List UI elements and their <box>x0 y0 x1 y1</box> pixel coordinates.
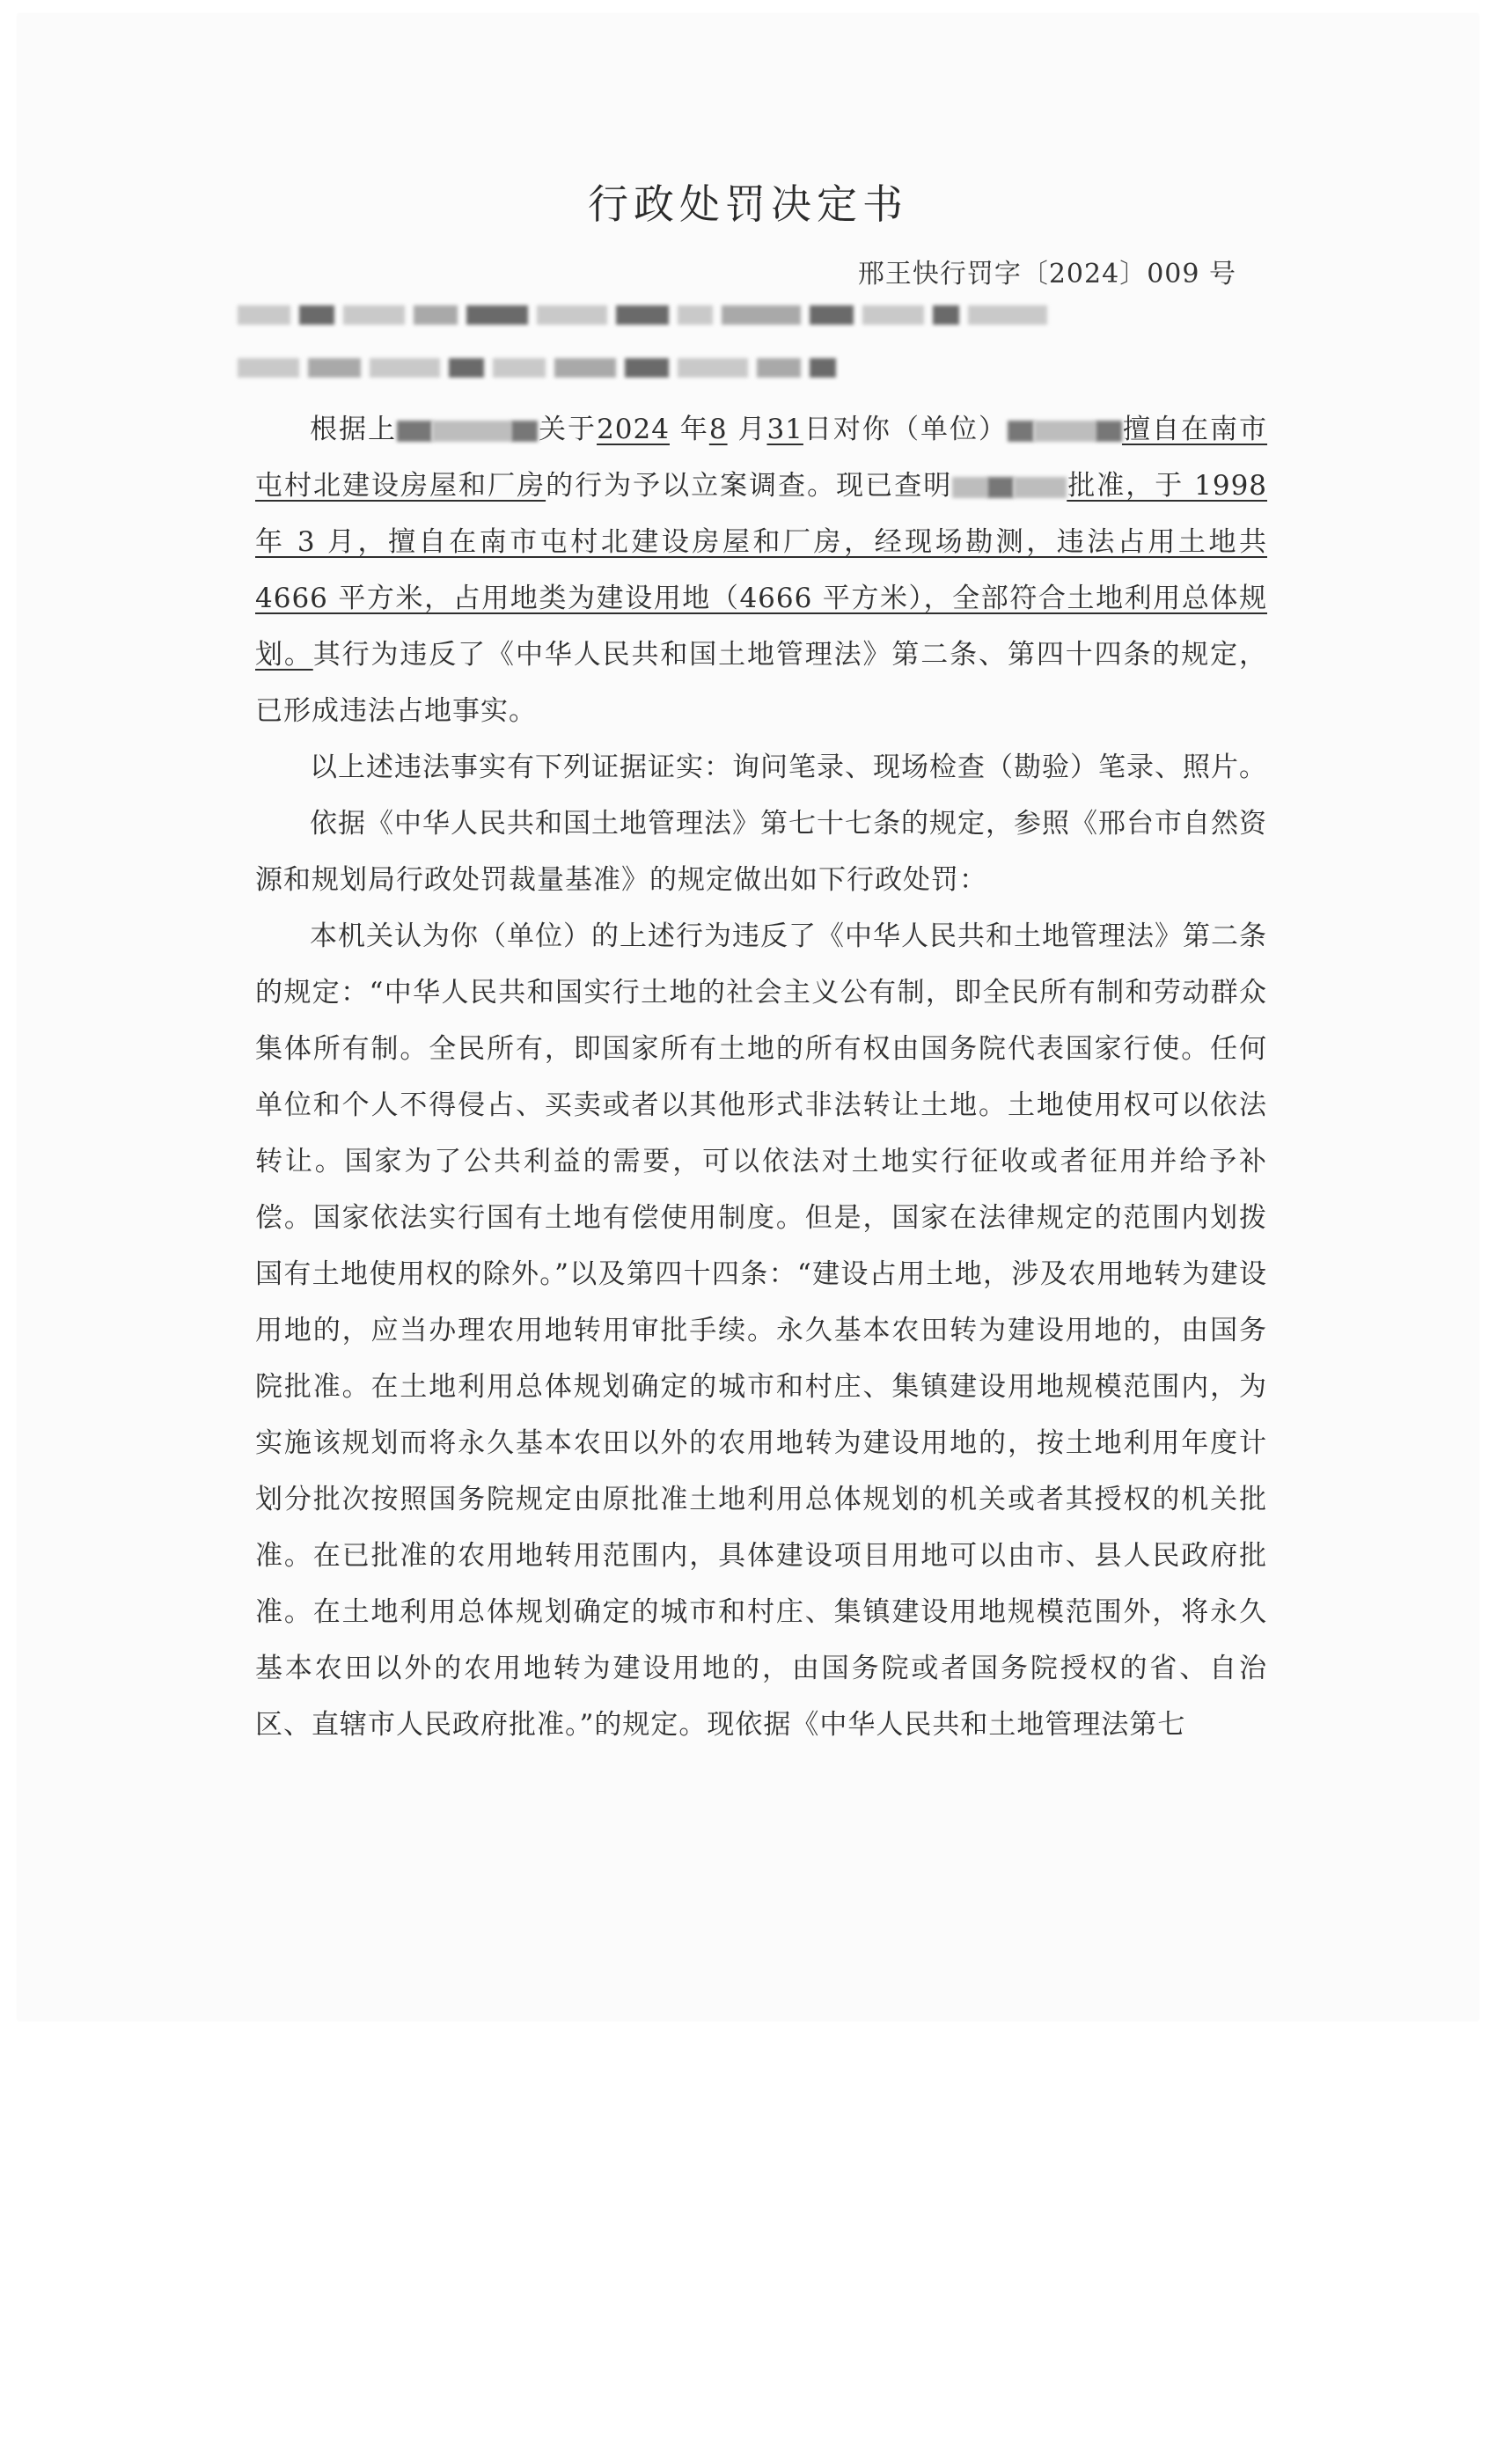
text-segment: 关于 <box>538 414 598 445</box>
paragraph-facts <box>255 401 1267 739</box>
redaction <box>511 421 538 442</box>
paragraph-legal-basis: 依据《中华人民共和国土地管理法》第七十七条的规定，参照《邢台市自然资源和规划局行政处罚裁量基准》的规定做出如下行政处罚： <box>255 808 1267 896</box>
document-title: 行政处罚决定书 <box>588 180 908 228</box>
text-segment: 年 <box>669 414 709 445</box>
redacted-party-line-2 <box>238 350 836 385</box>
redaction <box>1096 421 1122 442</box>
text-segment: 的行为予以立案调查。现已查明 <box>546 470 953 502</box>
redaction <box>1008 421 1034 442</box>
redaction <box>397 421 432 442</box>
text-segment: 日对你（单位） <box>803 414 1008 445</box>
text-segment: 根据上 <box>310 414 398 445</box>
document-body <box>255 401 1267 1753</box>
paragraph-evidence: 以上述违法事实有下列证据证实：询问笔录、现场检查（勘验）笔录、照片。 <box>310 752 1267 783</box>
text-segment: 其行为违反了《中华人民共和国土地管理法》第二条、第四十四条的规定，已形成违法占地事实。 <box>255 639 1267 727</box>
redaction <box>432 421 511 442</box>
paragraph-determination: 本机关认为你（单位）的上述行为违反了《中华人民共和土地管理法》第二条的规定：“中华人民共和国实行土地的社会主义公有制，即全民所有制和劳动群众集体所有制。全民所有，即国家所有土地的所有权由国务院代表国家行使。任何单位和个人不得侵占、买卖或者以其他形式非法转让土地。土地使用权可以依法转让。国家为了公共利益的需要，可以依法对土地实行征收或者征用并给予补偿。国家依法实行国有土地有偿使用制度。但是，国家在法律规定的范围内划拨国有土地使用权的除外。”以及第四十四条：“建设占用土地，涉及农用地转为建设用地的，应当办理农用地转用审批手续。永久基本农田转为建设用地的，由国务院批准。在土地利用总体规划确定的城市和村庄、集镇建设用地规模范围内，为实施该规划而将永久基本农田以外的农用地转为建设用地的，按土地利用年度计划分批次按照国务院规定由原批准土地利用总体规划的机关或者其授权的机关批准。在已批准的农用地转用范围内，具体建设项目用地可以由市、县人民政府批准。在土地利用总体规划确定的城市和村庄、集镇建设用地规模范围外，将永久基本农田以外的农用地转为建设用地的，由国务院或者国务院授权的省、自治区、直辖市人民政府批准。”的规定。现依据《中华人民共和土地管理法第七 <box>255 920 1267 1741</box>
document-number: 邢王快行罚字〔2024〕009 号 <box>857 259 1236 290</box>
redaction <box>987 477 1014 498</box>
redaction <box>952 477 987 498</box>
text-segment: 月 <box>727 414 767 445</box>
case-month: 8 <box>708 414 728 445</box>
redaction <box>1014 477 1067 498</box>
case-year: 2024 <box>597 414 670 445</box>
survey-findings: 批准，于 1998 年 3 月，擅自在南市屯村北建设房屋和厂房，经现场勘测，违法占用土地共 4666 平方米，占用地类为建设用地（4666 平方米），全部符合土地利用总体规划。 <box>255 470 1268 671</box>
case-day: 31 <box>766 414 803 445</box>
redaction <box>1034 421 1096 442</box>
redacted-party-line-1 <box>238 297 1047 333</box>
violation-description: 擅自在南市屯村北建设房屋和厂房 <box>255 414 1268 502</box>
